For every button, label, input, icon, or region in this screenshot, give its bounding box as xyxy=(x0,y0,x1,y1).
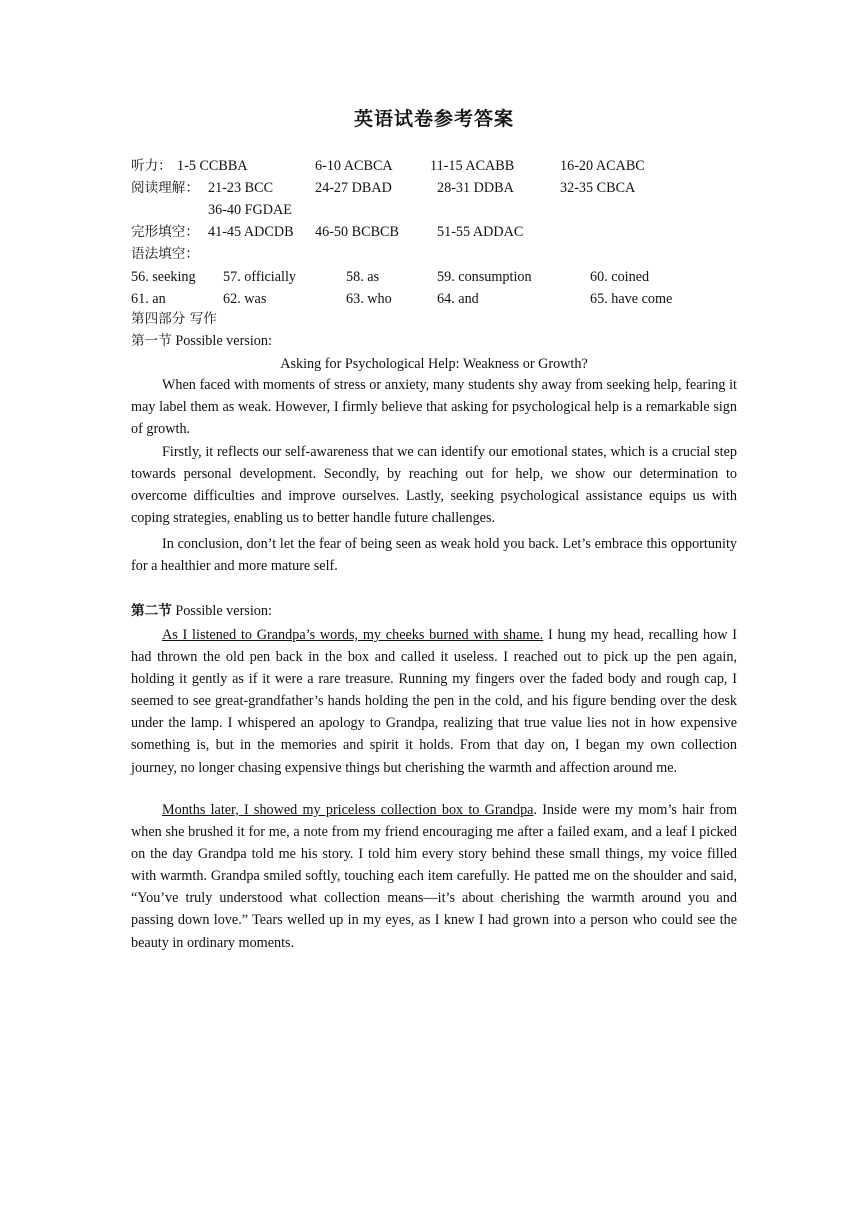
essay-paragraph: In conclusion, don’t let the fear of being seen as weak hold you back. Let’s embrace this opportunity for a healthier and more mature self. xyxy=(131,536,737,575)
essay-paragraph: Firstly, it reflects our self-awareness that we can identify our emotional states, which is a crucial step towards personal development. Secondly, by reaching out for help, we show our determination to overcome difficulties and improve ourselves. Lastly, seeking psychological assistance equips us with coping strategies, enabling us to better handle future challenges. xyxy=(131,444,737,527)
section1-heading xyxy=(131,331,272,351)
story-paragraph-2 xyxy=(131,799,737,954)
section1-version: Possible version: xyxy=(171,333,272,349)
story-paragraph-1-body: I hung my head, recalling how I had thrown the old pen back in the box and called it useless. I reached out to pick up the pen again, holding it gently as if it were a rare treasure. Running my fingers over the faded body and rough cap, I seemed to see great-grandfather’s hands holding the pen in the cold, and his figure bending over the desk under the lamp. I whispered an apology to Grandpa, realizing that true value lies not in how expensive something is, but in the memories and spirit it holds. From that day on, I began my own collection journey, no longer chasing expensive things but cherishing the warmth and affection around me. xyxy=(131,627,737,776)
answer-group: 1-5 CCBBA xyxy=(177,158,248,174)
answer-group: 28-31 DDBA xyxy=(437,180,514,196)
answer-group: 32-35 CBCA xyxy=(560,180,636,196)
essay-paragraph: When faced with moments of stress or anxiety, many students shy away from seeking help, fearing it may label them as weak. However, I firmly believe that asking for psychological help is a remarkable sign of growth. xyxy=(131,377,737,438)
page-title: 英语试卷参考答案 xyxy=(353,108,514,130)
grammar-label: 语法填空： xyxy=(131,246,199,262)
story-paragraph-2-body: . Inside were my mom’s hair from when she brushed it for me, a note from my friend encouraging me after a failed exam, and a leaf I picked on the day Grandpa told me his story. I told him every story behind these small things, my voice filled with warmth. Grandpa smiled softly, touching each item carefully. He patted me on the shoulder and said, “You’ve truly understood what collection means—it’s about cherishing the warmth around you and passing down love.” Tears welled up in my eyes, as I knew I had grown into a person who could see the beauty in ordinary moments. xyxy=(131,802,737,951)
section2-heading xyxy=(131,601,272,621)
grammar-answer: 59. consumption xyxy=(437,269,532,285)
answer-group: 51-55 ADDAC xyxy=(437,224,524,240)
answer-group: 11-15 ACABB xyxy=(430,158,515,174)
answer-group: 46-50 BCBCB xyxy=(315,224,399,240)
essay-title: Asking for Psychological Help: Weakness or Growth? xyxy=(280,356,588,372)
answer-group: 36-40 FGDAE xyxy=(208,202,292,218)
answer-group: 41-45 ADCDB xyxy=(208,224,294,240)
grammar-answer: 57. officially xyxy=(223,269,297,285)
answer-group: 24-27 DBAD xyxy=(315,180,392,196)
answer-group: 21-23 BCC xyxy=(208,180,274,196)
grammar-answer: 64. and xyxy=(437,291,479,307)
grammar-answer: 56. seeking xyxy=(131,269,196,285)
grammar-answer: 58. as xyxy=(346,269,380,285)
section2-label: 第二节 xyxy=(131,603,172,619)
story-paragraph-2-lead: Months later, I showed my priceless collection box to Grandpa xyxy=(162,802,534,818)
story-paragraph-1 xyxy=(131,624,737,779)
section2-version: Possible version: xyxy=(171,603,272,619)
part4-heading: 第四部分 写作 xyxy=(131,311,217,327)
cloze-label: 完形填空： xyxy=(131,224,199,240)
section1-label: 第一节 xyxy=(131,333,172,349)
story-paragraph-1-lead: As I listened to Grandpa’s words, my cheeks burned with shame. xyxy=(162,627,544,643)
answer-group: 16-20 ACABC xyxy=(560,158,645,174)
answer-group: 6-10 ACBCA xyxy=(315,158,393,174)
grammar-answer: 60. coined xyxy=(590,269,650,285)
listening-label: 听力： xyxy=(131,158,172,174)
grammar-answer: 62. was xyxy=(223,291,267,307)
grammar-answer: 63. who xyxy=(346,291,392,307)
grammar-answer: 65. have come xyxy=(590,291,673,307)
grammar-answer: 61. an xyxy=(131,291,166,307)
reading-label: 阅读理解： xyxy=(131,180,199,196)
